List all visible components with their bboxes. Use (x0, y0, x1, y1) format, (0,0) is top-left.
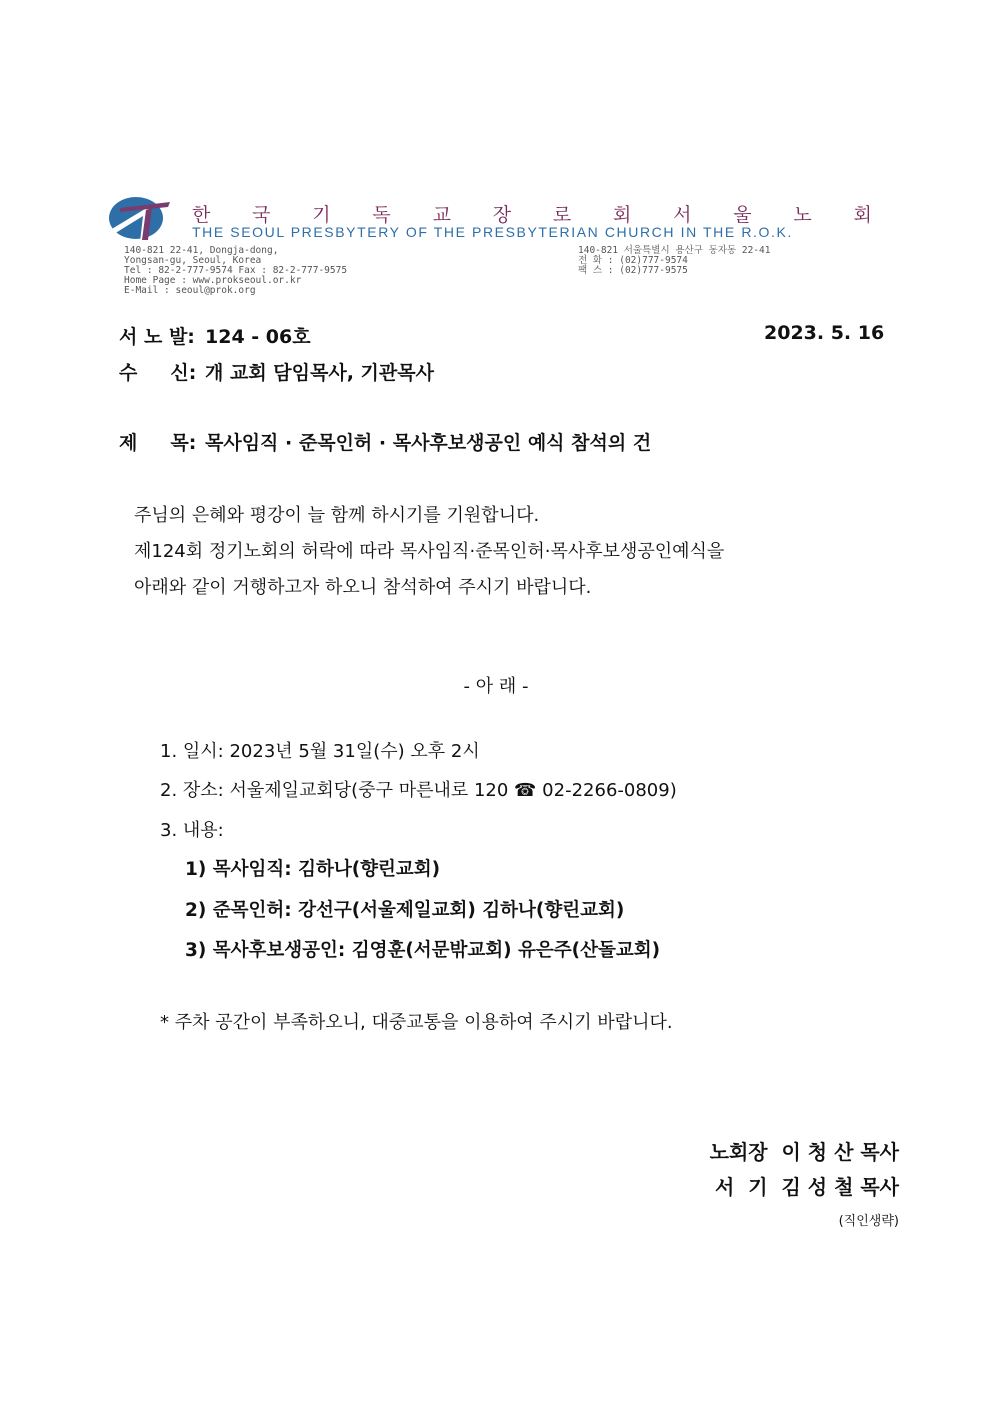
detail-item-date: 1. 일시: 2023년 5월 31일(수) 오후 2시 (160, 741, 480, 762)
phone-fax-line: Tel : 82-2-777-9574 Fax : 82-2-777-9575 (124, 265, 348, 276)
org-name-char: 로 (552, 204, 572, 226)
body-line: 제124회 정기노회의 허락에 따라 목사임직·준목인허·목사후보생공인예식을 (134, 541, 725, 562)
email-line: E-Mail : seoul@prok.org (124, 285, 256, 296)
fax-line: 팩 스 : (02)777-9575 (578, 265, 688, 276)
subject-label: 제 목: (119, 432, 197, 454)
org-korean-name (192, 200, 872, 227)
org-name-char: 교 (432, 204, 451, 226)
content-subitem: 1) 목사임직: 김하나(향린교회) (185, 859, 441, 880)
address-korean (578, 246, 770, 276)
org-name-char: 장 (492, 204, 512, 226)
address-line: Yongsan-gu, Seoul, Korea (124, 255, 262, 266)
recipient (119, 358, 434, 385)
homepage-line: Home Page : www.prokseoul.or.kr (124, 275, 302, 286)
document-date: 2023. 5. 16 (764, 322, 885, 344)
doc-no-label: 서 노 발: (119, 326, 195, 348)
document-number (119, 322, 311, 349)
content-subitem: 3) 목사후보생공인: 김영훈(서문밖교회) 유은주(산돌교회) (185, 940, 661, 961)
detail-item-content: 3. 내용: (160, 820, 224, 841)
presbytery-logo (106, 196, 176, 242)
org-name-char: 회 (853, 204, 872, 226)
recipient-value: 개 교회 담임목사, 기관목사 (205, 362, 434, 384)
address-line: 140-821 22-41, Dongja-dong, (124, 245, 279, 256)
org-english-name: THE SEOUL PRESBYTERY OF THE PRESBYTERIAN CHURCH IN THE R.O.K. (192, 224, 793, 240)
org-name-char: 국 (252, 204, 271, 226)
org-name-char: 노 (793, 204, 812, 226)
org-name-char: 서 (673, 204, 692, 226)
body-line: 아래와 같이 거행하고자 하오니 참석하여 주시기 바랍니다. (134, 577, 592, 598)
org-name-char: 한 (192, 204, 211, 226)
org-name-char: 회 (612, 204, 632, 226)
signature-clerk: 서 기 김 성 철 목사 (715, 1175, 899, 1199)
address-english (124, 246, 347, 296)
detail-item-place: 2. 장소: 서울제일교회당(중구 마른내로 120 ☎ 02-2266-0809) (160, 780, 677, 801)
body-line: 주님의 은혜와 평강이 늘 함께 하시기를 기원합니다. (134, 505, 540, 526)
content-subitem: 2) 준목인허: 강선구(서울제일교회) 김하나(향린교회) (185, 900, 625, 921)
parking-note: * 주차 공간이 부족하오니, 대중교통을 이용하여 주시기 바랍니다. (160, 1012, 673, 1033)
subject-value: 목사임직 · 준목인허 · 목사후보생공인 예식 참석의 건 (205, 432, 652, 454)
phone-line: 전 화 : (02)777-9574 (578, 255, 688, 266)
address-line: 140-821 서울특별시 용산구 동자동 22-41 (578, 245, 771, 256)
subject (119, 428, 651, 455)
seal-omitted-note: (직인생략) (838, 1214, 899, 1229)
recipient-label: 수 신: (119, 362, 197, 384)
details-heading: - 아 래 - (463, 676, 529, 697)
org-name-char: 울 (733, 204, 752, 226)
org-name-char: 기 (312, 204, 331, 226)
signature-moderator: 노회장 이 청 산 목사 (709, 1140, 899, 1164)
doc-no-value: 124 - 06호 (205, 326, 311, 348)
org-name-char: 독 (372, 204, 391, 226)
